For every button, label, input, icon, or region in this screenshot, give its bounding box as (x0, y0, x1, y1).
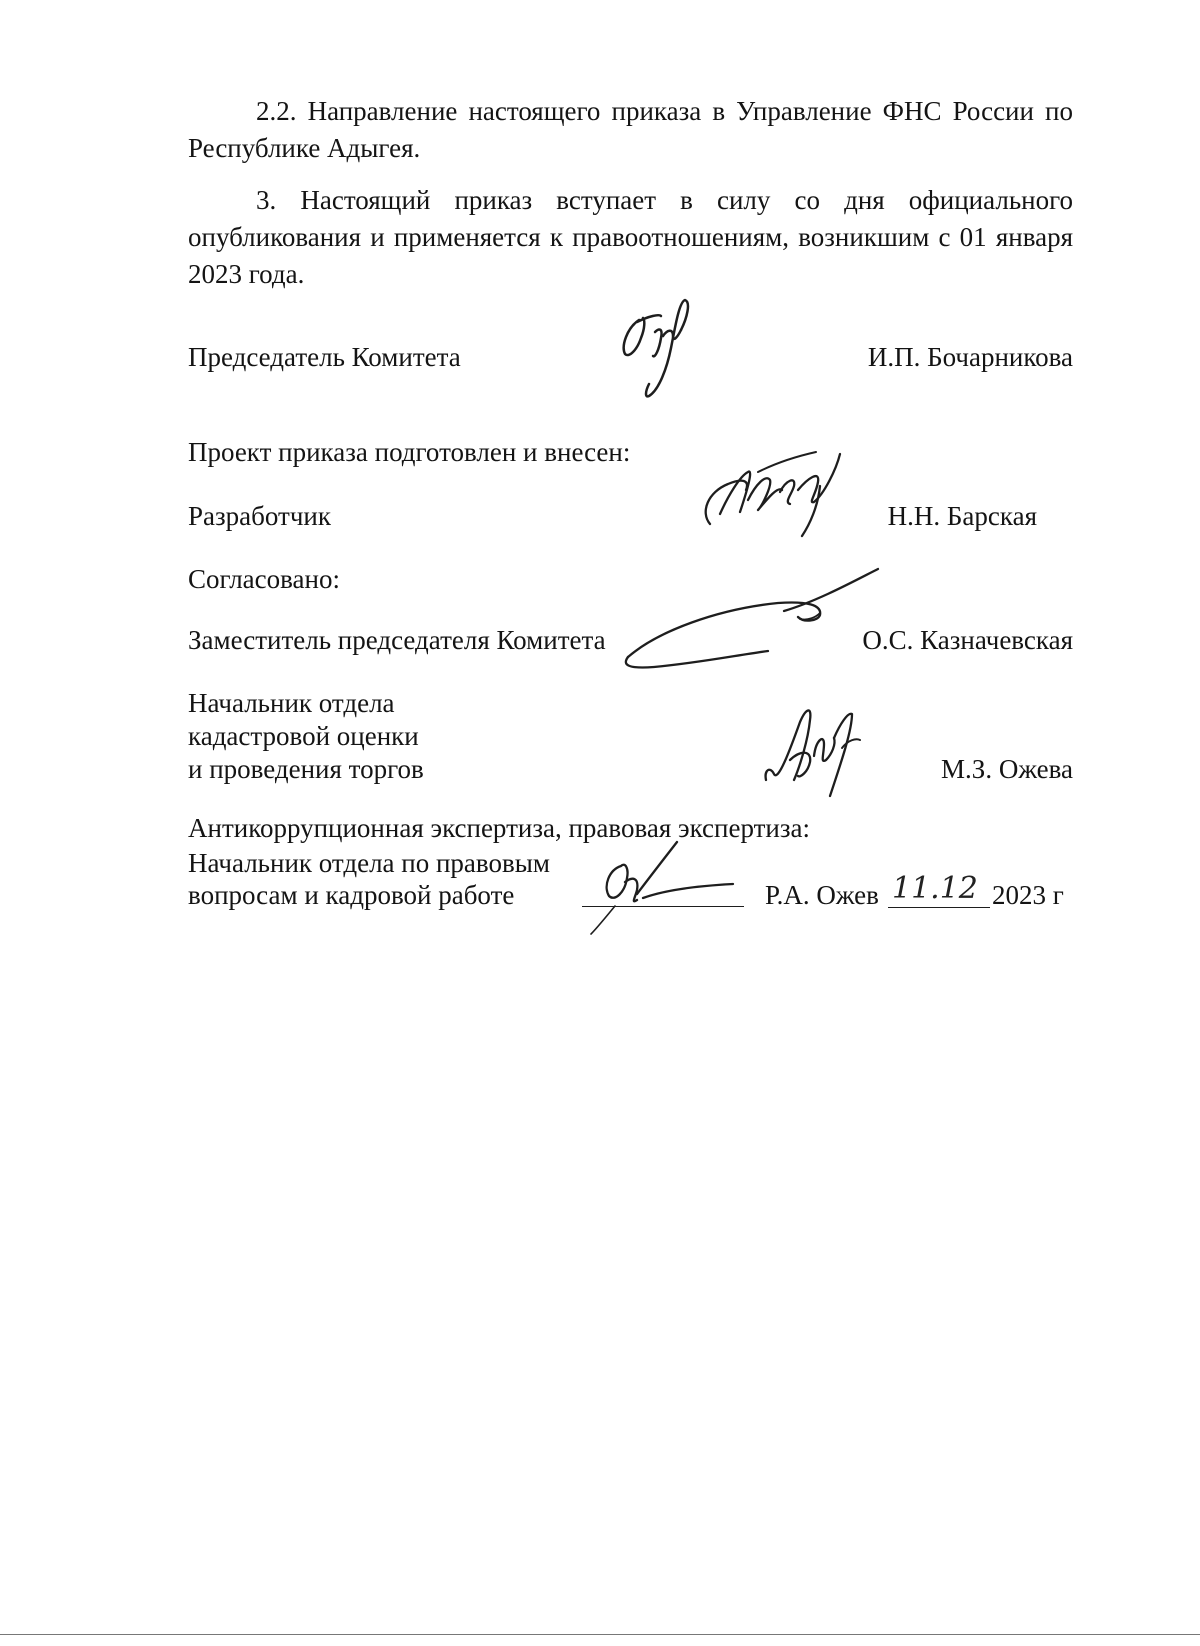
legal-head-name: Р.А. Ожев (765, 880, 879, 910)
scan-bottom-edge (0, 1634, 1200, 1635)
agreed-heading: Согласовано: (188, 564, 340, 594)
clause-2-2 (188, 93, 1073, 167)
legal-position-line-2: вопросам и кадровой работе (188, 880, 515, 910)
clause-3 (188, 182, 1073, 293)
legal-position-line-1: Начальник отдела по правовым (188, 848, 550, 878)
chairman-name: И.П. Бочарникова (867, 342, 1073, 372)
clause-2-2-text: 2.2. Направление настоящего приказа в Управление ФНС России по Республике Адыгея. (188, 96, 1073, 163)
legal-date-line (888, 907, 990, 908)
developer-signature (698, 450, 848, 540)
deputy-position: Заместитель председателя Комитета (188, 625, 606, 655)
developer-position: Разработчик (188, 501, 331, 531)
legal-head-signature (585, 838, 755, 938)
cadastral-head-name: М.З. Ожева (941, 754, 1073, 784)
cadastral-position-line-1: Начальник отдела (188, 688, 395, 718)
chairman-signature (615, 298, 715, 408)
legal-handwritten-date: 11.12 (892, 871, 978, 906)
cadastral-position-line-3: и проведения торгов (188, 754, 424, 784)
prepared-heading: Проект приказа подготовлен и внесен: (188, 437, 631, 467)
cadastral-position-line-2: кадастровой оценки (188, 721, 419, 751)
deputy-signature (608, 565, 888, 675)
developer-name: Н.Н. Барская (887, 501, 1037, 531)
deputy-name: О.С. Казначевская (862, 625, 1073, 655)
clause-3-text: 3. Настоящий приказ вступает в силу со дня официального опубликования и применяется к правоотношениям, возникшим с 01 января 2023 года. (188, 185, 1073, 289)
expertise-heading: Антикоррупционная экспертиза, правовая экспертиза: (188, 813, 811, 843)
chairman-position: Председатель Комитета (188, 342, 461, 372)
cadastral-head-signature (760, 700, 870, 800)
legal-year: 2023 г (992, 880, 1064, 910)
